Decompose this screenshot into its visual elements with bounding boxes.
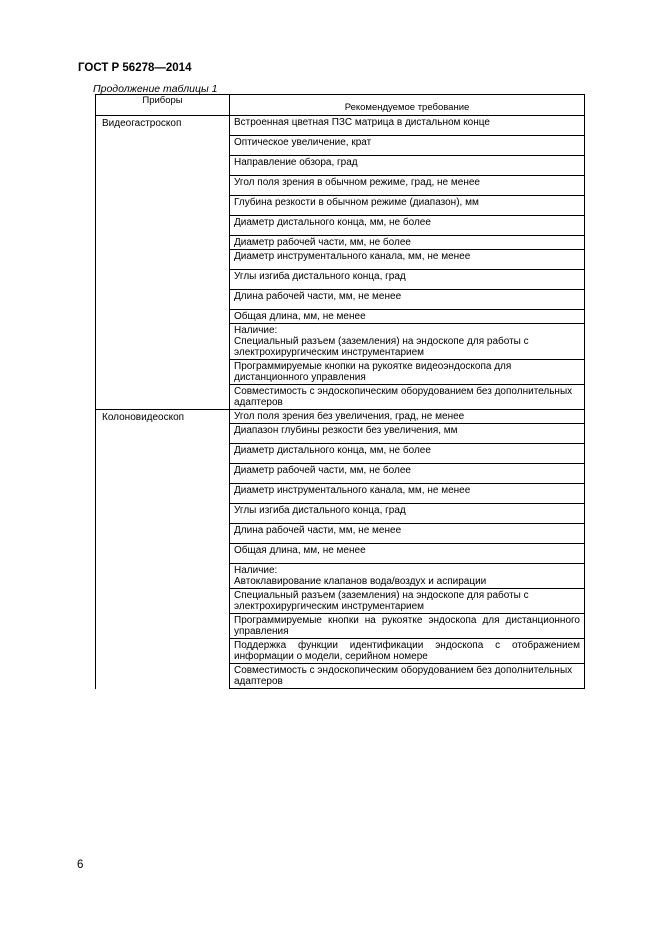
requirement-cell: Совместимость с эндоскопическим оборудованием без дополнительных адаптеров xyxy=(230,385,585,410)
requirement-cell: Углы изгиба дистального конца, град xyxy=(230,504,585,524)
column-header-devices: Приборы xyxy=(96,95,230,116)
requirement-cell: Программируемые кнопки на рукоятке эндоскопа для дистанционного управления xyxy=(230,614,585,639)
requirement-cell: Длина рабочей части, мм, не менее xyxy=(230,290,585,310)
table-row xyxy=(96,116,585,136)
device-cell: Видеогастроскоп xyxy=(96,116,230,410)
requirement-cell: Глубина резкости в обычном режиме (диапазон), мм xyxy=(230,196,585,216)
requirement-cell: Диаметр рабочей части, мм, не более xyxy=(230,464,585,484)
requirement-cell: Программируемые кнопки на рукоятке видеоэндоскопа для дистанционного управления xyxy=(230,360,585,385)
requirement-cell: Диаметр дистального конца, мм, не более xyxy=(230,216,585,236)
requirement-cell: Диаметр инструментального канала, мм, не менее xyxy=(230,250,585,270)
requirement-cell: Совместимость с эндоскопическим оборудованием без дополнительных адаптеров xyxy=(230,664,585,689)
requirement-cell: Направление обзора, град xyxy=(230,156,585,176)
requirement-cell: Диапазон глубины резкости без увеличения, мм xyxy=(230,424,585,444)
requirement-cell: Наличие: Автоклавирование клапанов вода/воздух и аспирации xyxy=(230,564,585,589)
requirement-cell: Диаметр дистального конца, мм, не более xyxy=(230,444,585,464)
requirement-cell: Диаметр инструментального канала, мм, не менее xyxy=(230,484,585,504)
requirement-cell: Поддержка функции идентификации эндоскопа с отображением информации о модели, серийном номере xyxy=(230,639,585,664)
requirement-cell: Угол поля зрения без увеличения, град, не менее xyxy=(230,410,585,424)
column-header-requirement: Рекомендуемое требование xyxy=(230,95,585,116)
requirement-cell: Наличие: Специальный разъем (заземления) на эндоскопе для работы с электрохирургическим инструментарием xyxy=(230,324,585,360)
requirement-cell: Специальный разъем (заземления) на эндоскопе для работы с электрохирургическим инструментарием xyxy=(230,589,585,614)
requirement-cell: Оптическое увеличение, крат xyxy=(230,136,585,156)
device-cell: Колоновидеоскоп xyxy=(96,410,230,689)
table-header-row xyxy=(96,95,585,116)
table-continuation-caption: Продолжение таблицы 1 xyxy=(93,83,218,95)
requirement-cell: Общая длина, мм, не менее xyxy=(230,544,585,564)
page-number: 6 xyxy=(77,859,84,871)
requirement-cell: Длина рабочей части, мм, не менее xyxy=(230,524,585,544)
requirement-cell: Углы изгиба дистального конца, град xyxy=(230,270,585,290)
requirement-cell: Общая длина, мм, не менее xyxy=(230,310,585,324)
table-row xyxy=(96,410,585,424)
requirement-cell: Диаметр рабочей части, мм, не более xyxy=(230,236,585,250)
document-header: ГОСТ Р 56278—2014 xyxy=(78,62,192,74)
requirement-cell: Угол поля зрения в обычном режиме, град, не менее xyxy=(230,176,585,196)
requirements-table xyxy=(95,94,585,689)
requirement-cell: Встроенная цветная ПЗС матрица в дистальном конце xyxy=(230,116,585,136)
